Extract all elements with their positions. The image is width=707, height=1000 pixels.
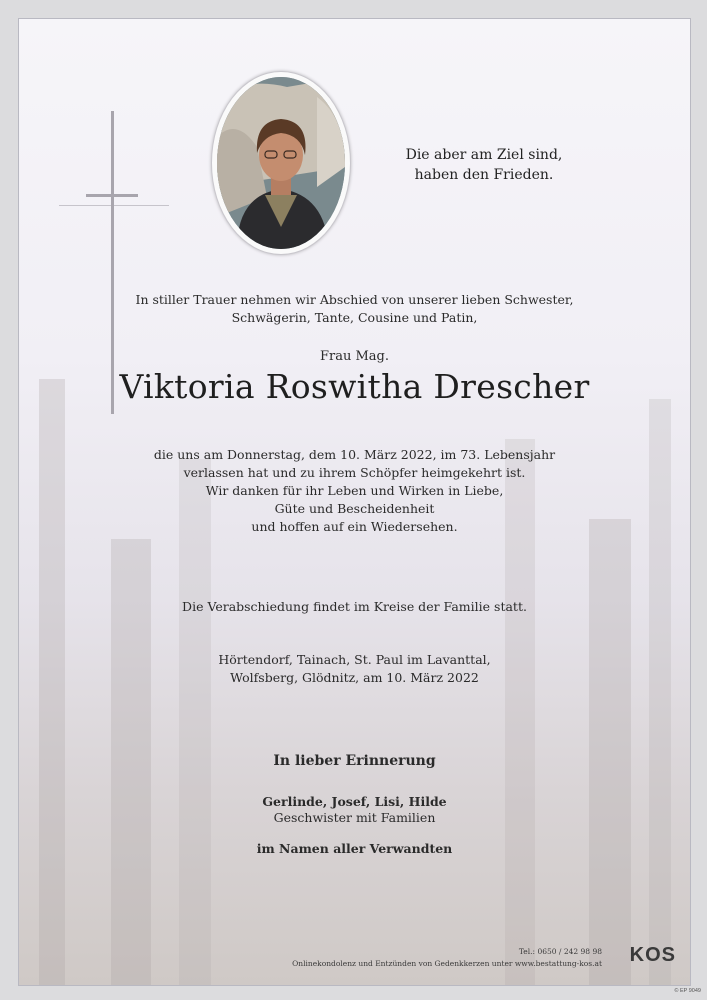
portrait-illustration [217,77,345,249]
portrait-frame [211,71,351,255]
body-line: die uns am Donnerstag, dem 10. März 2022, im 73. Lebensjahr [153,447,556,462]
tree-trunk-decoration [589,519,631,985]
places-line: Hörtendorf, Tainach, St. Paul im Lavanttal, [218,652,491,667]
body-line: und hoffen auf ein Wiedersehen. [251,519,458,534]
intro-line: In stiller Trauer nehmen wir Abschied von unserer lieben Schwester, [135,292,574,307]
farewell-text: Die Verabschiedung findet im Kreise der Familie statt. [182,599,527,614]
deceased-name: Viktoria Roswitha Drescher [119,367,590,406]
intro-text [19,291,690,327]
intro-line: Schwägerin, Tante, Cousine und Patin, [231,310,478,325]
mourner-relation: Geschwister mit Familien [273,810,436,825]
relatives-line: im Namen aller Verwandten [256,841,453,856]
mourner-names: Gerlinde, Josef, Lisi, Hilde [262,794,447,809]
kos-logo: KOS [629,944,676,966]
portrait-photo [217,77,345,249]
body-line: Wir danken für ihr Leben und Wirken in Liebe, [205,483,504,498]
cross-line [59,205,169,206]
footer-phone: Tel.: 0650 / 242 98 98 [518,947,602,956]
tree-trunk-decoration [179,459,211,985]
quote-line: Die aber am Ziel sind, [405,147,563,163]
obituary-body [19,446,690,536]
cross-bar [86,194,138,197]
print-code: © EP 9049 [674,988,701,994]
quote [379,145,589,185]
footer-website-text[interactable]: Onlinekondolenz und Entzünden von Gedenkkerzen unter www.bestattung-kos.at [292,959,602,968]
memory-heading: In lieber Erinnerung [273,753,436,769]
quote-line: haben den Frieden. [414,167,554,183]
deceased-title: Frau Mag. [319,349,389,364]
body-line: verlassen hat und zu ihrem Schöpfer heimgekehrt ist. [183,465,526,480]
body-line: Güte und Bescheidenheit [274,501,435,516]
places-date [19,651,690,687]
places-line: Wolfsberg, Glödnitz, am 10. März 2022 [230,670,479,685]
obituary-card [18,18,691,986]
